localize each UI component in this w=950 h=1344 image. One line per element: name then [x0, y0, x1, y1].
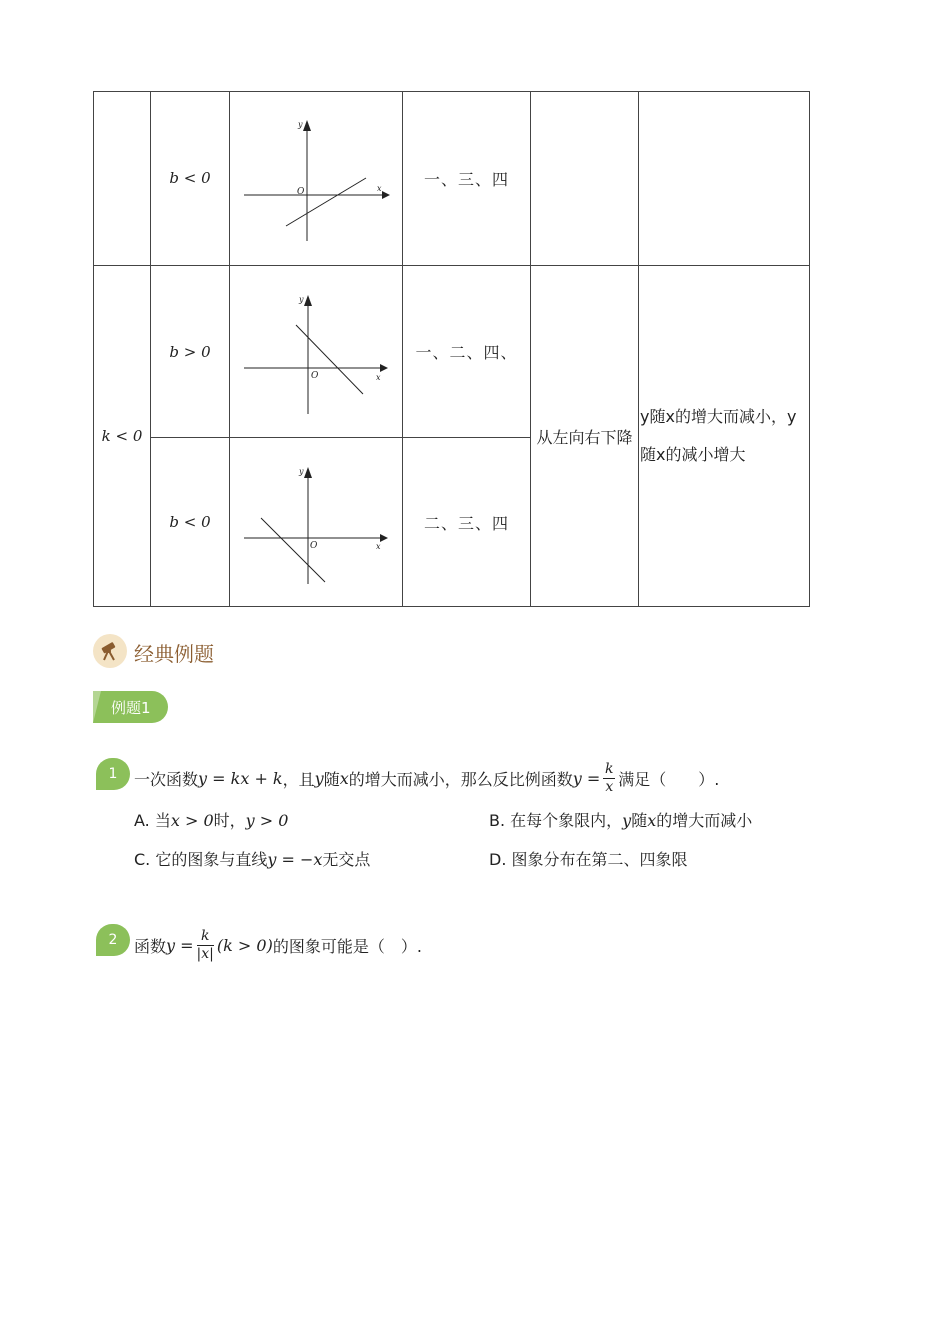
svg-text:x: x — [377, 184, 382, 193]
question-number-badge: 2 — [96, 924, 130, 956]
svg-text:x: x — [376, 373, 381, 382]
line-graph-k-neg-b-pos — [230, 266, 402, 437]
option-math: y — [622, 811, 632, 830]
fraction-numerator: k — [200, 927, 210, 944]
section-title: 经典例题 — [134, 642, 214, 666]
option-math: x — [647, 811, 657, 830]
q1-text: 一次函数 — [134, 769, 199, 789]
option-text: 在每个象限内， — [510, 811, 623, 830]
svg-text:x: x — [376, 542, 381, 551]
table-border-bottom — [93, 606, 810, 607]
quadrants-cell: 一、二、四、 — [415, 343, 518, 362]
trend-cell: 从左向右下降 — [536, 427, 633, 447]
question-1-stem — [134, 760, 719, 796]
q2-text: 函数 — [134, 936, 167, 956]
q2-equation-lhs: y = — [166, 935, 194, 955]
option-b[interactable] — [489, 808, 752, 831]
property-line-2: 随x的减小增大 — [640, 445, 746, 464]
option-text: 它的图象与直线 — [155, 850, 268, 869]
q1-fraction — [603, 762, 615, 794]
svg-text:y: y — [299, 467, 304, 476]
option-label: B. — [489, 811, 506, 830]
q1-var-x: x — [339, 768, 349, 788]
b-condition-cell: b < 0 — [169, 513, 211, 531]
question-number-badge: 1 — [96, 758, 130, 790]
q1-text: 满足（ ）. — [618, 769, 720, 789]
table-border-right — [809, 91, 810, 607]
q2-condition: (k > 0) — [216, 935, 273, 955]
option-math: x > 0 — [170, 811, 214, 830]
fraction-denominator: |x| — [196, 945, 214, 962]
q2-fraction — [197, 929, 214, 961]
fraction-numerator: k — [605, 760, 614, 777]
option-math: y > 0 — [245, 811, 289, 830]
q1-var-y: y — [314, 768, 324, 788]
q2-text: 的图象可能是（ ）. — [272, 936, 422, 956]
example-tag: 例题1 — [93, 691, 168, 723]
property-line-1: y随x的增大而减小，y — [640, 407, 797, 426]
option-text: 当 — [154, 811, 171, 830]
option-math: y = −x — [267, 850, 323, 869]
q1-text: 随 — [323, 769, 340, 789]
function-properties-table — [93, 91, 810, 607]
q1-text: 的增大而减小，那么反比例函数 — [348, 769, 573, 789]
option-text: 的增大而减小 — [656, 811, 753, 830]
option-text: 时， — [213, 811, 246, 830]
quadrants-cell: 二、三、四 — [423, 513, 509, 533]
option-d[interactable] — [489, 847, 688, 870]
line-graph-k-pos-b-neg — [230, 91, 402, 265]
fraction-denominator: x — [605, 778, 614, 795]
svg-text:O: O — [297, 187, 305, 197]
q1-text: ，且 — [282, 769, 315, 789]
option-label: A. — [134, 811, 150, 830]
quadrants-cell: 一、三、四 — [423, 169, 509, 189]
option-a[interactable] — [134, 808, 288, 831]
telescope-icon — [93, 634, 127, 668]
option-text: 图象分布在第二、四象限 — [511, 850, 688, 869]
svg-text:O: O — [311, 371, 319, 381]
question-2-stem — [134, 926, 422, 964]
property-cell — [640, 266, 808, 606]
table-col-line — [638, 91, 639, 607]
q1-equation-lhs: y = — [572, 768, 601, 788]
option-text: 无交点 — [322, 850, 371, 869]
q1-equation: y = kx + k — [198, 768, 283, 788]
b-condition-cell: b > 0 — [169, 342, 211, 361]
svg-text:y: y — [298, 120, 303, 129]
line-graph-k-neg-b-neg — [230, 438, 402, 606]
k-condition-cell: k < 0 — [101, 427, 143, 445]
svg-text:O: O — [310, 541, 318, 551]
option-label: C. — [134, 850, 151, 869]
svg-text:y: y — [299, 295, 304, 304]
option-text: 随 — [631, 811, 648, 830]
option-label: D. — [489, 850, 507, 869]
option-c[interactable] — [134, 847, 370, 870]
b-condition-cell: b < 0 — [169, 169, 211, 187]
